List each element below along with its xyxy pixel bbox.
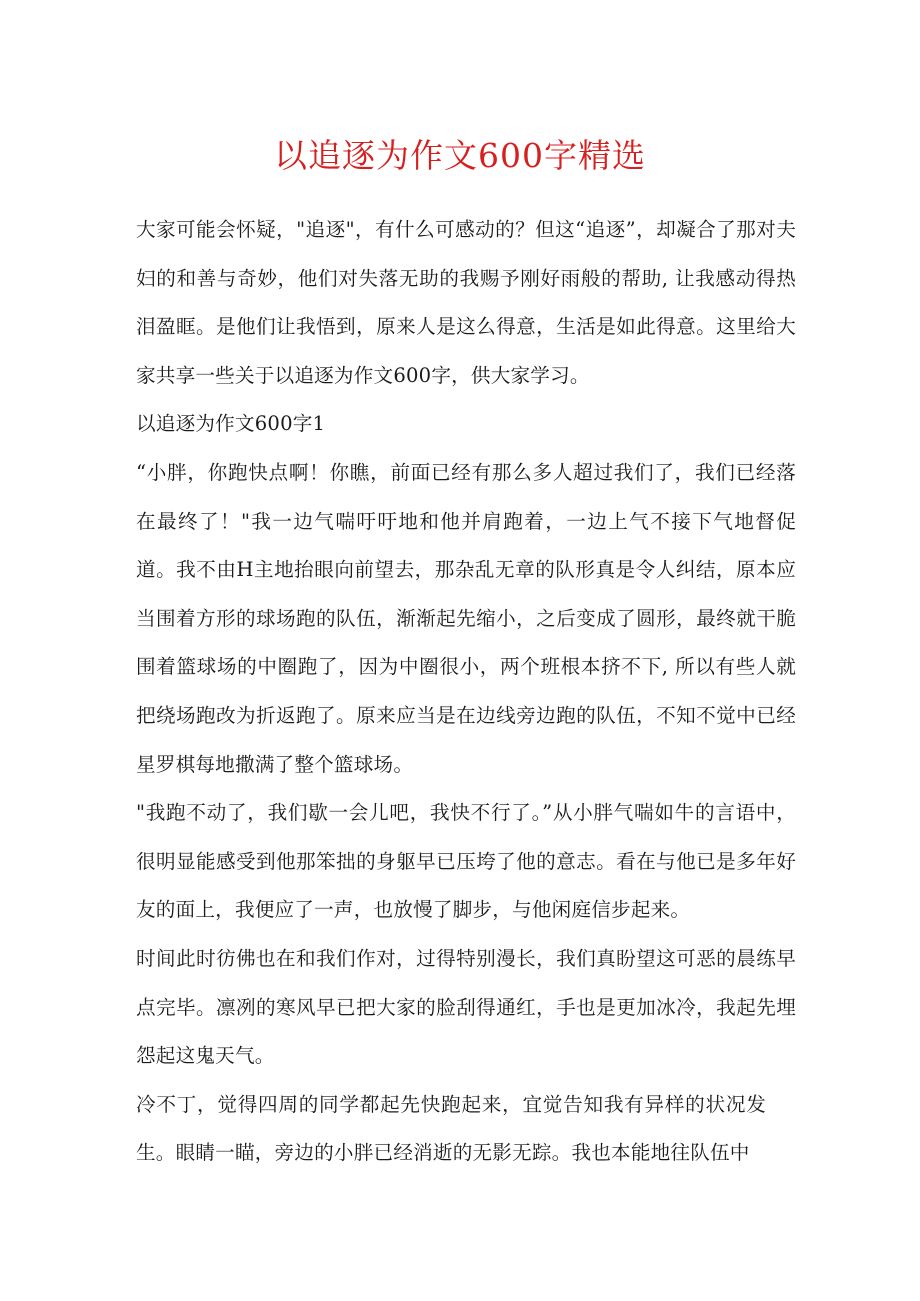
paragraph-tired: "我跑不动了，我们歇一会儿吧，我快不行了。”从小胖气喘如牛的言语中，很明显能感受到他那笨拙的身躯早已压垮了他的意志。看在与他已是多年好友的面上，我便应了一声，也放慢了脚步，与他闲庭信步起来。 xyxy=(136,801,796,922)
document-body xyxy=(136,206,796,1178)
section-heading: 以追逐为作文600字1 xyxy=(136,412,326,436)
document-title: 以追逐为作文600字精选 xyxy=(274,136,646,175)
paragraph-sudden: 冷不丁，觉得四周的同学都起先快跑起来，宜觉告知我有异样的状况发生。眼睛一瞄，旁边的小胖已经消逝的无影无踪。我也本能地往队伍中 xyxy=(136,1092,766,1165)
paragraph-intro: 大家可能会怀疑，"追逐"，有什么可感动的？但这“追逐”，却凝合了那对夫妇的和善与奇妙，他们对失落无助的我赐予刚好雨般的帮助, 让我感动得热泪盈眶。是他们让我悟到，原来人是这么得意，生活是如此得意。这里给大家共享一些关于以追逐为作文600字，供大家学习。 xyxy=(136,218,796,387)
paragraph-cold: 时间此时彷佛也在和我们作对，过得特别漫长，我们真盼望这可恶的晨练早点完毕。凛冽的寒风早已把大家的脸刮得通红，手也是更加冰冷，我起先埋怨起这鬼天气。 xyxy=(136,946,796,1068)
paragraph-running: “小胖，你跑快点啊！你瞧，前面已经有那么多人超过我们了，我们已经落在最终了！"我一边气喘吁吁地和他并肩跑着，一边上气不接下气地督促道。我不由H主地抬眼向前望去，那杂乱无章的队形真是令人纠结，原本应当围着方形的球场跑的队伍，渐渐起先缩小，之后变成了圆形，最终就干脆围着篮球场的中圈跑了，因为中圈很小，两个班根本挤不下, 所以有些人就把绕场跑改为折返跑了。原来应当是在边线旁边跑的队伍，不知不觉中已经星罗棋每地撒满了整个篮球场。 xyxy=(136,460,796,776)
